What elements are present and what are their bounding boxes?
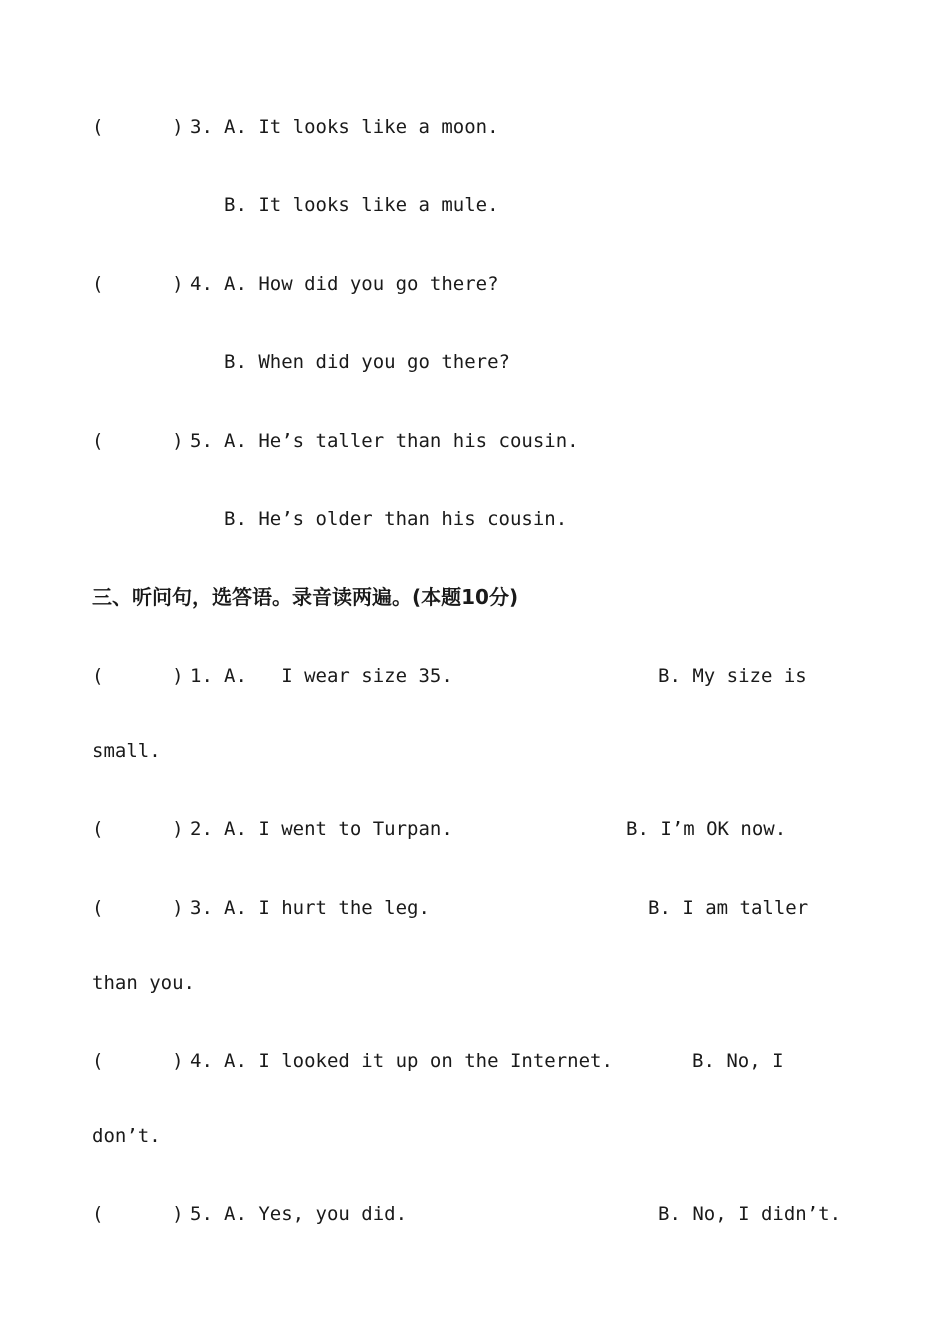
question-number: 3. [190, 897, 213, 919]
option-b-wrap: don’t. [92, 1125, 161, 1147]
answer-blank[interactable]: ( ) [92, 273, 184, 295]
question-number: 5. [190, 1203, 213, 1225]
option-a: A. It looks like a moon. [224, 116, 499, 138]
answer-blank[interactable]: ( ) [92, 430, 184, 452]
section-3-title: 三、听问句，选答语。录音读两遍。(本题10分) [92, 585, 519, 609]
option-a: A. I wear size 35. [224, 665, 453, 687]
option-b: B. I’m OK now. [626, 818, 787, 840]
option-b: B. No, I [692, 1050, 784, 1072]
option-b: B. My size is [658, 665, 807, 687]
question-number: 3. [190, 116, 213, 138]
answer-blank[interactable]: ( ) [92, 1050, 184, 1072]
option-b: B. When did you go there? [224, 351, 510, 373]
option-b-wrap: small. [92, 740, 161, 762]
option-b: B. It looks like a mule. [224, 194, 499, 216]
option-a: A. How did you go there? [224, 273, 499, 295]
answer-blank[interactable]: ( ) [92, 1203, 184, 1225]
answer-blank[interactable]: ( ) [92, 897, 184, 919]
option-b: B. He’s older than his cousin. [224, 508, 568, 530]
answer-blank[interactable]: ( ) [92, 665, 184, 687]
answer-blank[interactable]: ( ) [92, 116, 184, 138]
option-a: A. I went to Turpan. [224, 818, 453, 840]
option-b: B. No, I didn’t. [658, 1203, 842, 1225]
option-a: A. I hurt the leg. [224, 897, 430, 919]
answer-blank[interactable]: ( ) [92, 818, 184, 840]
option-b-wrap: than you. [92, 972, 195, 994]
question-number: 5. [190, 430, 213, 452]
option-a: A. Yes, you did. [224, 1203, 408, 1225]
option-a: A. I looked it up on the Internet. [224, 1050, 613, 1072]
option-a: A. He’s taller than his cousin. [224, 430, 579, 452]
question-number: 4. [190, 273, 213, 295]
question-number: 4. [190, 1050, 213, 1072]
question-number: 2. [190, 818, 213, 840]
question-number: 1. [190, 665, 213, 687]
option-b: B. I am taller [648, 897, 809, 919]
